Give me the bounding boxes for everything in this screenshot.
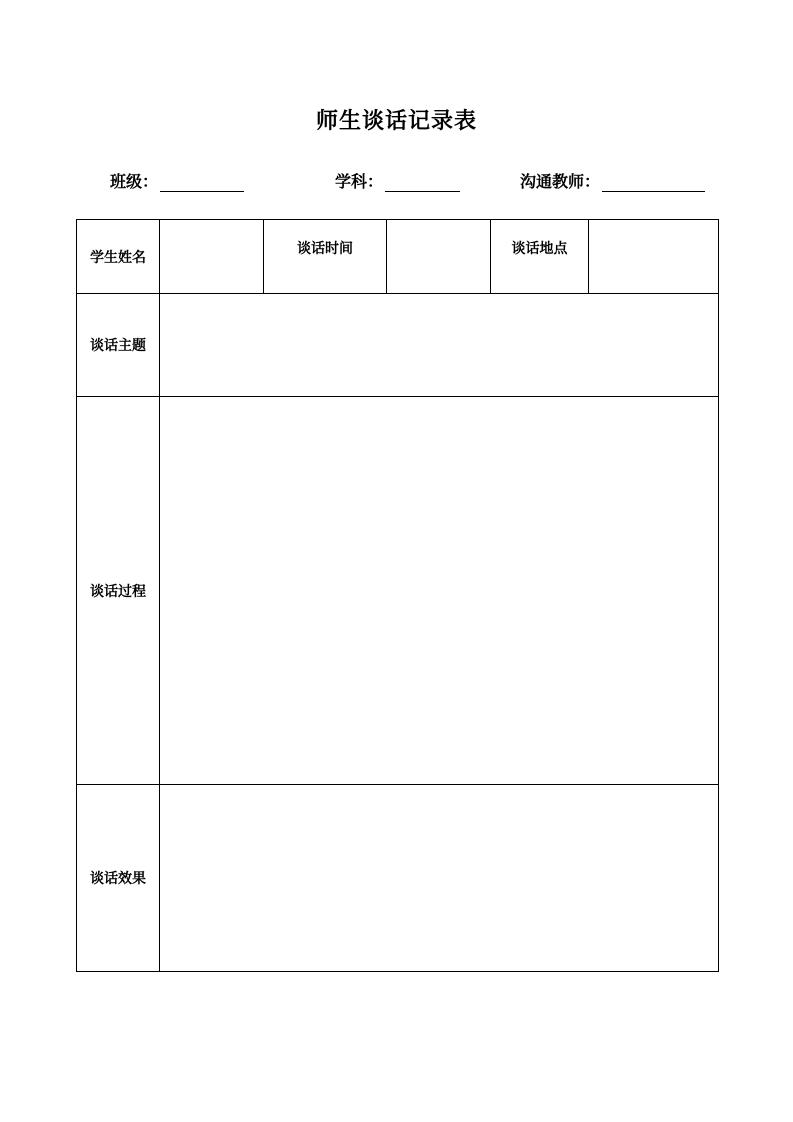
talk-time-cell[interactable]: [387, 220, 491, 294]
class-field: [110, 170, 244, 192]
teacher-field: [520, 170, 705, 192]
talk-topic-cell[interactable]: [160, 294, 719, 397]
subject-label: 学科：: [335, 172, 384, 191]
talk-place-label: 谈话地点: [491, 220, 589, 294]
talk-process-cell[interactable]: [160, 397, 719, 785]
record-table: [76, 219, 719, 972]
talk-place-cell[interactable]: [589, 220, 719, 294]
table-row: [77, 220, 719, 294]
talk-time-label: 谈话时间: [264, 220, 387, 294]
table-row: [77, 785, 719, 972]
table-row: [77, 294, 719, 397]
talk-topic-label: 谈话主题: [77, 294, 160, 397]
student-name-label: 学生姓名: [77, 220, 160, 294]
student-name-cell[interactable]: [160, 220, 264, 294]
subject-field: [335, 170, 460, 192]
table-row: [77, 397, 719, 785]
subject-blank-line[interactable]: [385, 173, 460, 192]
teacher-label: 沟通教师：: [520, 172, 601, 191]
teacher-blank-line[interactable]: [602, 173, 705, 192]
talk-effect-label: 谈话效果: [77, 785, 160, 972]
class-label: 班级：: [110, 172, 159, 191]
form-title: 师生谈话记录表: [315, 109, 477, 134]
talk-effect-cell[interactable]: [160, 785, 719, 972]
talk-process-label: 谈话过程: [77, 397, 160, 785]
class-blank-line[interactable]: [160, 173, 244, 192]
